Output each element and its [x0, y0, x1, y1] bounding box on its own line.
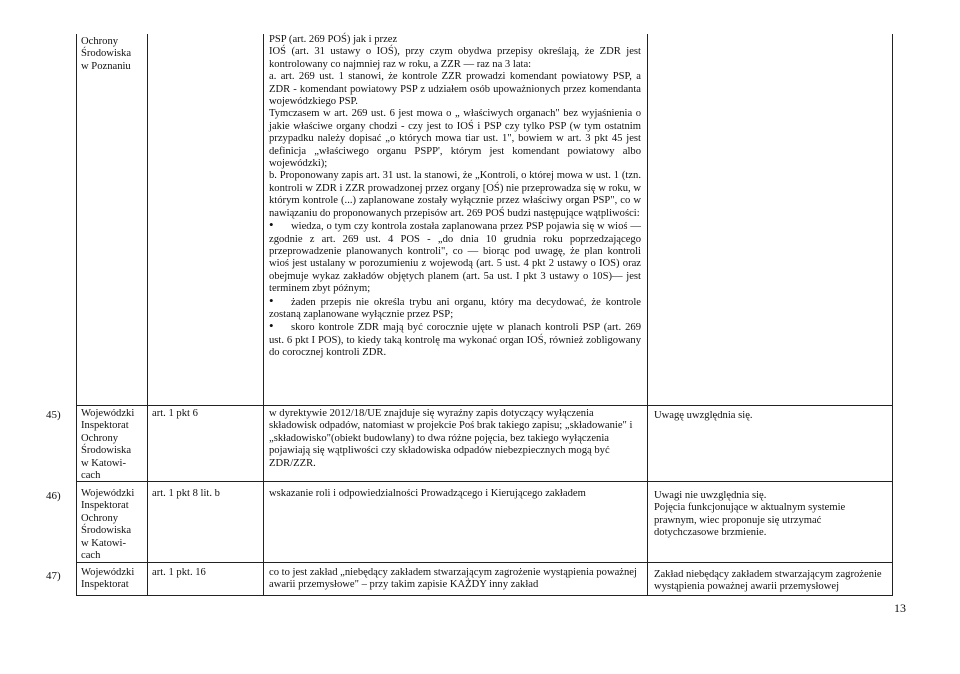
comment-paragraph: w dyrektywie 2012/18/UE znajduje się wyraźny zapis dotyczący wyłączenia składowisk odpadów, natomiast w projekcie Poś brak takiego zapisu; „składowanie" i „składowisko"(obiekt budowlany) to dwa różne pojęcia, bez takiego wyłączenia pojawiają się wątpliwości czy składowiska odpadów niebezpiecznych mogą być ZDR/ZZR. — [269, 408, 633, 469]
comment-text-cell — [269, 488, 641, 500]
comment-paragraph: a. art. 269 ust. 1 stanowi, że kontrole ZZR prowadzi komendant powiatowy PSP, a ZDR - komendant powiatowy PSP z udziałem osób upoważnionych przez komendanta wojewódzkiego PSP. — [269, 71, 641, 108]
bullet-item: • wiedza, o tym czy kontrola została zaplanowana przez PSP pojawia się w wioś — zgodnie z art. 269 ust. 4 POS - „do dnia 10 grudnia roku poprzedzającego przeprowadzenie planowanych kontroli", co — biorąc pod uwagę, że plan kontroli wioś jest ustalany w porozumieniu z wojewodą (art. 5 ust. 4 pkt 2 ustawy o IOS) oraz obejmuje wykaz zakładów objętych planem (art. 5a ust. I pkt 3 ustawy o 10S)— jest terminem zbyt późnym; — [269, 220, 641, 295]
comment-paragraph: b. Proponowany zapis art. 31 ust. la stanowi, że „Kontroli, o której mowa w ust. 1 (tzn. kontroli w ZDR i ZZR prowadzonej przez organy [OŚ) nie przeprowadza się w roku, w którym kontrole (...) zaplanowane zostały wyłącznie przez właściwy organ PSP", co w nawiązaniu do proponowanych przepisów art. 269 POŚ budzi następujące wątpliwości: — [269, 170, 641, 219]
article-cell: art. 1 pkt. 16 — [152, 567, 206, 578]
bullet-item: • skoro kontrole ZDR mają być corocznie ujęte w planach kontroli PSP (art. 269 ust. 6 pkt I POS), to kiedy taką kontrolę ma wykonać organ IOŚ, również zobligowany do corocznej kontroli ZDR. — [269, 321, 641, 359]
page-number: 13 — [894, 601, 906, 615]
org-cell: Wojewódzki Inspektorat — [81, 567, 135, 591]
comment-text-cell — [269, 34, 641, 360]
row-number: 45) — [46, 409, 61, 421]
response-cell: Uwagi nie uwzględnia się. Pojęcia funkcjonujące w aktualnym systemie prawnym, wiec proponuje się utrzymać dotychczasowe brzmienie. — [654, 490, 846, 539]
article-cell: art. 1 pkt 6 — [152, 408, 198, 419]
response-cell: Uwagę uwzględnia się. — [654, 410, 753, 421]
comments-table — [46, 34, 893, 596]
comment-paragraph: IOŚ (art. 31 ustawy o IOŚ), przy czym obydwa przepisy określają, że ZDR jest kontrolowany co najmniej raz w roku, a ZZR — raz na 3 lata: — [269, 46, 641, 70]
comment-paragraph: co to jest zakład „niebędący zakładem stwarzającym zagrożenie wystąpienia poważnej awarii przemysłowe" – przy takim zapisie KAŻDY inny zakład — [269, 567, 637, 591]
comment-paragraph: PSP (art. 269 POŚ) jak i przez — [269, 34, 398, 45]
comment-text-cell — [269, 408, 641, 470]
org-cell: Wojewódzki Inspektorat Ochrony Środowiska w Katowi- cach — [81, 408, 135, 482]
org-cell: Wojewódzki Inspektorat Ochrony Środowiska w Katowi- cach — [81, 488, 135, 562]
row-number: 47) — [46, 570, 61, 582]
bullet-item: • żaden przepis nie określa trybu ani organu, który ma decydować, że kontrole zostaną zaplanowane wyłącznie przez PSP; — [269, 296, 641, 322]
comment-paragraph: Tymczasem w art. 269 ust. 6 jest mowa o „ właściwych organach" bez wyjaśnienia o jakie właściwe organy chodzi - czy jest to IOŚ i PSP czy tylko PSP (w tym ostatnim przypadku należy dopisać „o których mowa tiar ust. 1", bowiem w art. 3 pkt 45 jest definicja „właściwego organu PSPP', którym jest komendant powiatowy albo wojewódzki); — [269, 108, 641, 170]
response-cell: Zakład niebędący zakładem stwarzającym zagrożenie wystąpienia poważnej awarii przemysłowej — [654, 569, 882, 593]
row-number: 46) — [46, 490, 61, 502]
comment-text-cell — [269, 567, 641, 592]
comment-paragraph: wskazanie roli i odpowiedzialności Prowadzącego i Kierującego zakładem — [269, 488, 586, 499]
org-cell: Ochrony Środowiska w Poznaniu — [81, 36, 132, 72]
article-cell: art. 1 pkt 8 lit. b — [152, 488, 220, 499]
